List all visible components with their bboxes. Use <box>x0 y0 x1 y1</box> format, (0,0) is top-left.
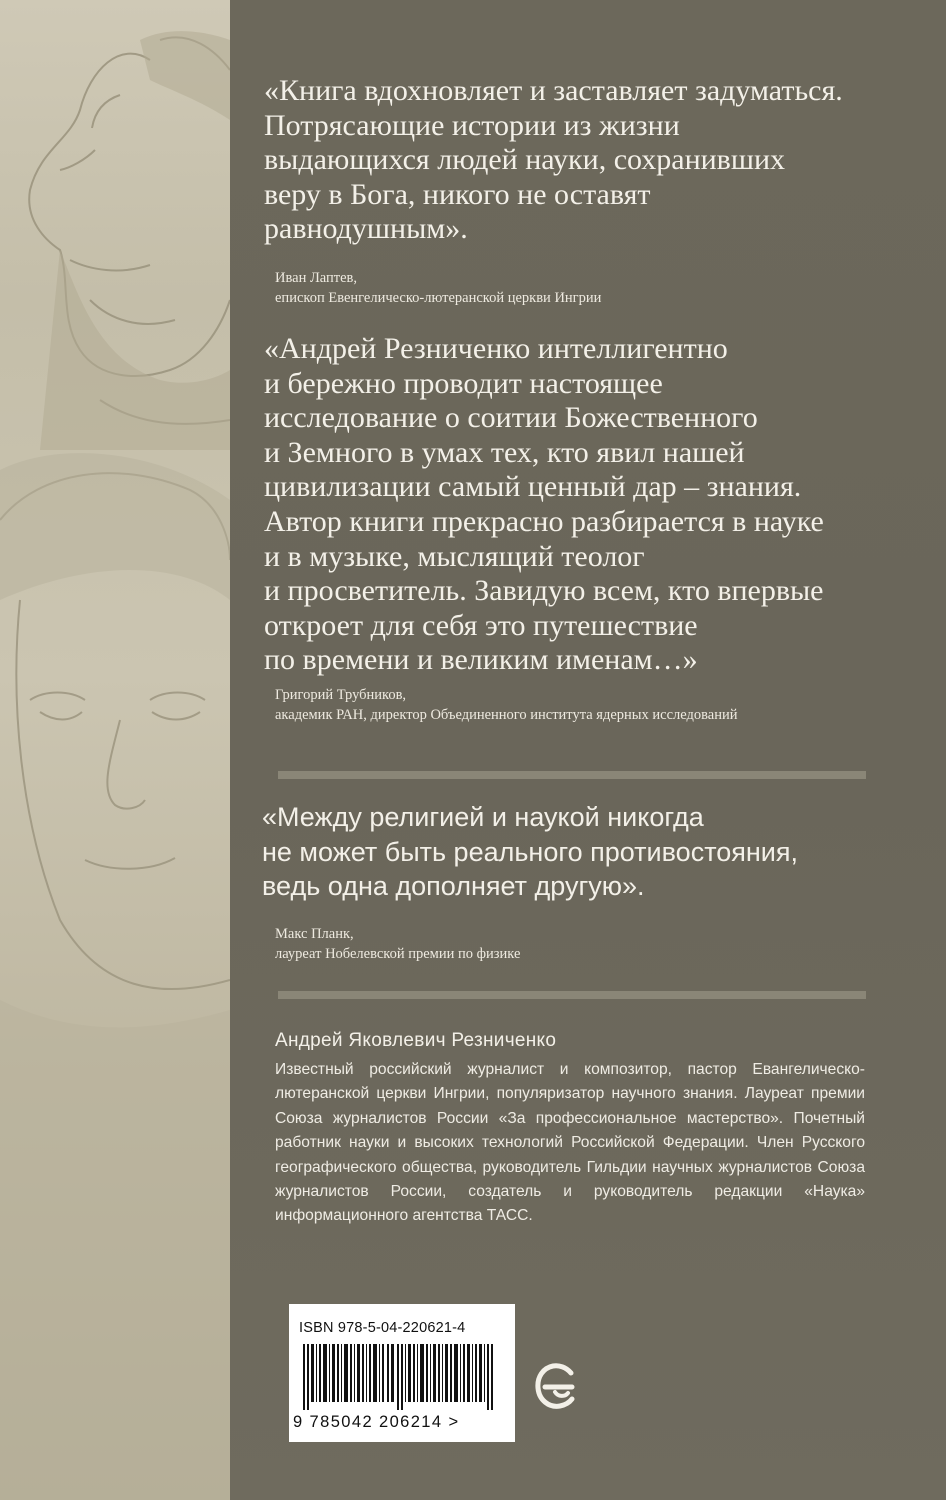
barcode-digits: 9 785042 206214 > <box>293 1413 460 1431</box>
quote-3-author-position: лауреат Нобелевской премии по физике <box>275 946 521 962</box>
author-bio: Известный российский журналист и композитор, пастор Евангелическо-лютеранской церкви Ингрии, популяризатор научного знания. Лауреат премии Союза журналистов России «За профессиональное мастерство». Почетный работник науки и высоких технологий Российской Федерации. Член Русского географического общества, руководитель Гильдии научных журналистов Союза журналистов России, создатель и руководитель редакции «Наука» информационного агентства ТАСС. <box>275 1061 865 1225</box>
quote-2-text: «Андрей Резниченко интеллигентно и бережно проводит настоящее исследование о соитии Божественного и Земного в умах тех, кто явил нашей цивилизации самый ценный дар – знания. Автор книги прекрасно разбирается в науке и в музыке, мыслящий теолог и просветитель. Завидую всем, кто впервые откроет для себя это путешествие по времени и великим именам…» <box>264 332 824 677</box>
quote-1-author-position: епископ Евенгелическо-лютеранской церкви Ингрии <box>275 290 602 306</box>
quote-3-text: «Между религией и наукой никогда не может быть реального противостояния, ведь одна дополняет другую». <box>262 802 799 901</box>
divider-bottom <box>278 991 866 999</box>
quote-2-author-position: академик РАН, директор Объединенного института ядерных исследований <box>275 707 738 723</box>
quote-2-author: Григорий Трубников, <box>275 687 407 703</box>
isbn-barcode <box>289 1304 515 1442</box>
quote-1-text: «Книга вдохновляет и заставляет задуматься. Потрясающие истории из жизни выдающихся людей науки, сохранивших веру в Бога, никого не оставят равнодушным». <box>264 74 843 246</box>
quote-1-author: Иван Лаптев, <box>275 270 358 286</box>
barcode-bars-icon <box>303 1344 499 1410</box>
divider-top <box>278 771 866 779</box>
portrait-engraving-illustration <box>0 0 230 1500</box>
eksmo-logo-icon <box>532 1360 578 1416</box>
quote-3-author: Макс Планк, <box>275 926 354 942</box>
isbn-label: ISBN 978-5-04-220621-4 <box>299 1320 466 1336</box>
author-name: Андрей Яковлевич Резниченко <box>275 1030 557 1051</box>
portrait-strip <box>0 0 230 1500</box>
